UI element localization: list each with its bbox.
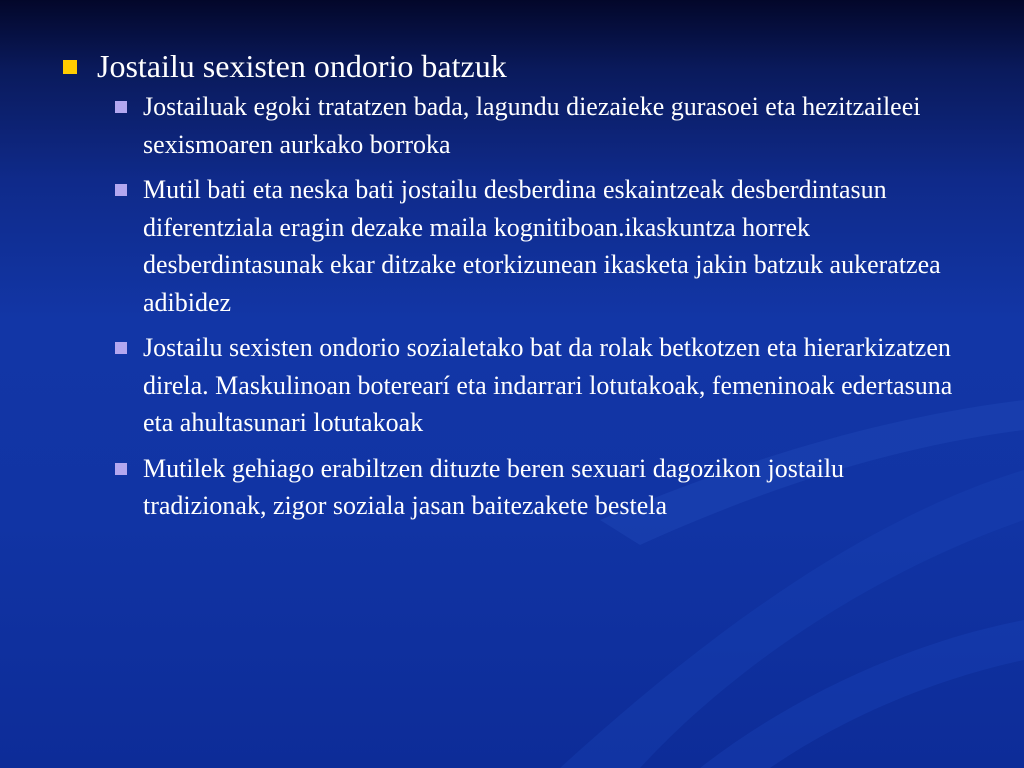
square-bullet-icon [115,184,127,196]
bullet-text: Mutilek gehiago erabiltzen dituzte beren sexuari dagozikon jostailu tradizionak, zigor soziala jasan baitezakete bestela [143,453,845,520]
square-bullet-icon [115,463,127,475]
square-bullet-icon [115,101,127,113]
list-item [115,171,980,321]
square-bullet-icon [115,342,127,354]
bullet-text: Jostailu sexisten ondorio sozialetako bat da rolak betkotzen eta hierarkizatzen direla. Maskulinoan boterearí eta indarrari lotutakoak, femeninoak edertasuna eta ahultasunari lotutakoak [143,333,953,437]
list-item [115,88,980,163]
bullet-text: Mutil bati eta neska bati jostailu desberdina eskaintzeak desberdintasun diferentziala eragin dezake maila kognitiboan.ikaskuntza horrek desberdintasunak ekar ditzake etorkizunean ikasketa jakin batzuk aukeratzea adibidez [143,175,941,317]
list-item [115,450,980,525]
slide-content [60,46,980,533]
slide-title: Jostailu sexisten ondorio batzuk [97,48,507,84]
square-bullet-icon [63,60,77,74]
bullet-text: Jostailuak egoki tratatzen bada, lagundu diezaieke gurasoei eta hezitzaileei sexismoaren aurkako borroka [143,92,921,159]
title-item [60,46,980,86]
list-item [115,329,980,442]
